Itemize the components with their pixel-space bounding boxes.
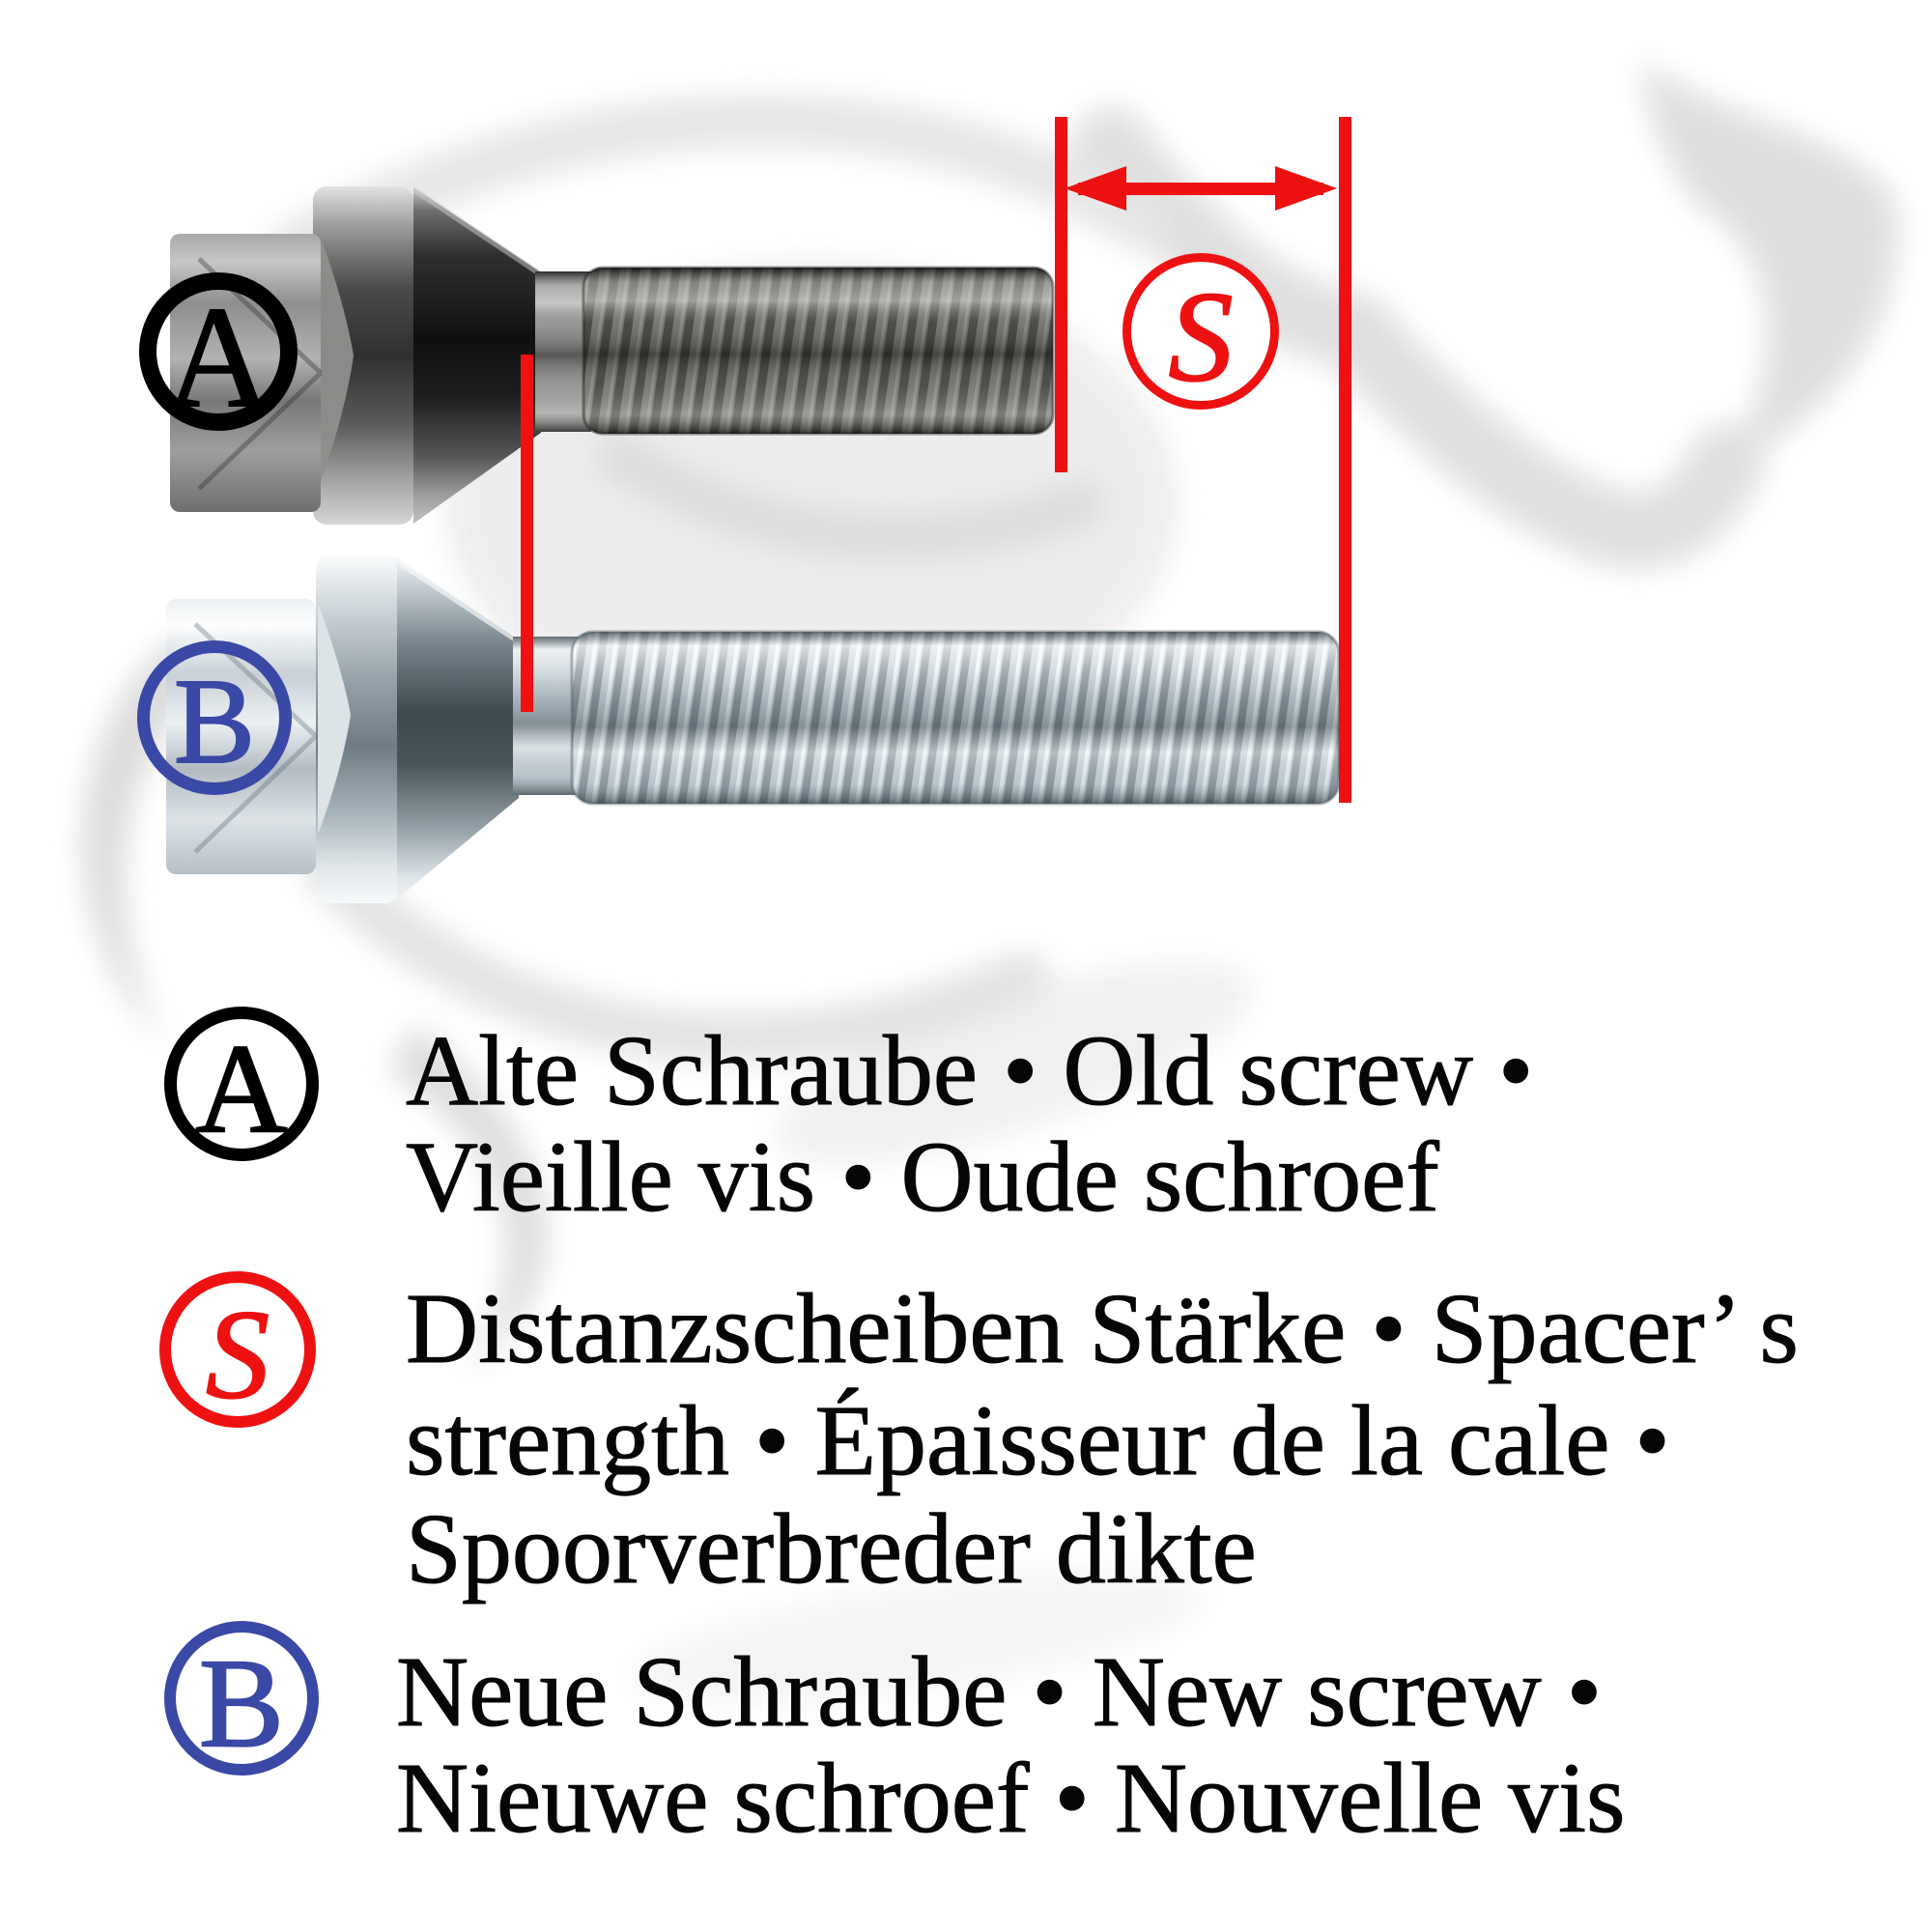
legend-spacer-line-3: Spoorverbreder dikte bbox=[406, 1493, 1257, 1605]
measure-line-new-thread-end bbox=[1339, 117, 1351, 803]
legend-new-screw-circle bbox=[164, 1621, 319, 1776]
legend-spacer-line-1: Distanzscheiben Stärke • Spacer’ s bbox=[406, 1273, 1799, 1384]
legend-spacer-line-2: strength • Épaisseur de la cale • bbox=[406, 1385, 1670, 1496]
new-screw-marker-circle bbox=[137, 640, 292, 795]
spacer-width-arrowhead-right bbox=[1275, 166, 1337, 211]
legend-old-screw-letter: A bbox=[195, 1017, 288, 1160]
legend-old-screw-line-1: Alte Schraube • Old screw • bbox=[406, 1015, 1534, 1126]
new-screw-marker-letter: B bbox=[173, 655, 256, 790]
old-screw-marker-circle bbox=[139, 272, 298, 438]
legend-new-screw-line-2: Nieuwe schroef • Nouvelle vis bbox=[396, 1743, 1626, 1854]
legend-new-screw-line-1: Neue Schraube • New screw • bbox=[396, 1636, 1603, 1747]
legend-new-screw-letter: B bbox=[198, 1632, 285, 1775]
legend-spacer-letter: S bbox=[206, 1283, 270, 1426]
spacer-marker-letter: S bbox=[1168, 265, 1234, 409]
old-screw-marker-letter: A bbox=[165, 277, 271, 438]
new-screw-photo bbox=[166, 555, 1339, 903]
seat-alignment-line bbox=[521, 355, 533, 712]
measure-line-old-thread-end bbox=[1055, 117, 1067, 472]
legend-spacer-circle bbox=[159, 1271, 316, 1428]
legend-old-screw-line-2: Vieille vis • Oude schroef bbox=[406, 1122, 1439, 1233]
legend-old-screw-circle bbox=[164, 1007, 319, 1161]
old-screw-photo bbox=[170, 186, 1053, 525]
spacer-marker-circle bbox=[1122, 253, 1279, 410]
new-screw-cone bbox=[393, 556, 519, 902]
spacer-width-arrowhead-left bbox=[1065, 166, 1126, 211]
